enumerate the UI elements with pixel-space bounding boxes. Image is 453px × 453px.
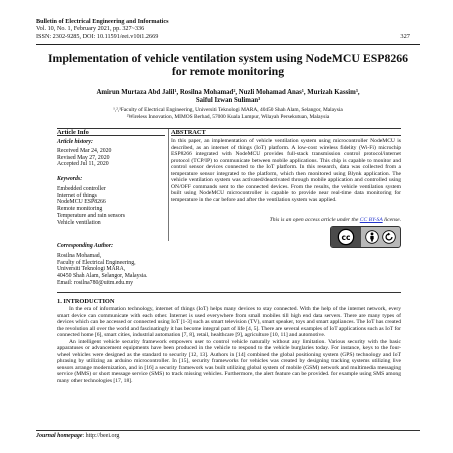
corresponding-author-heading: Corresponding Author: — [57, 243, 114, 249]
info-top-divider — [57, 128, 401, 129]
article-info-heading: Article Info — [57, 129, 89, 136]
corresponding-address: 40450 Shah Alam, Selangor, Malaysia. — [57, 273, 148, 280]
keyword-item: Remote monitoring — [57, 206, 103, 213]
affiliations — [40, 107, 416, 120]
cc-icon — [337, 228, 355, 246]
header-divider — [36, 44, 420, 45]
corresponding-univ: Universiti Teknologi MARA, — [57, 266, 126, 273]
journal-volume: Vol. 10, No. 1, February 2021, pp. 327~336 — [36, 25, 145, 33]
corresponding-name: Rosilna Mohamad, — [57, 253, 102, 259]
paper-title: Implementation of vehicle ventilation system using NodeMCU ESP8266 for remote monitoring — [47, 51, 409, 79]
corresponding-dept: Faculty of Electrical Engineering, — [57, 259, 136, 266]
corresponding-author-details — [57, 253, 257, 287]
footer-label: Journal homepage — [36, 433, 83, 439]
authors-line-1: Amirun Murtaza Abd Jalil¹, Rosilna Mohamad², Nuzli Mohamad Anas¹, Murizah Kassim³, — [96, 89, 360, 96]
footer — [36, 433, 119, 439]
info-bottom-divider — [57, 292, 401, 293]
license-suffix: license. — [382, 217, 401, 223]
keyword-item: Vehicle ventilation — [57, 219, 101, 226]
journal-header — [36, 18, 420, 40]
by-icon — [365, 230, 379, 244]
journal-name: Bulletin of Electrical Engineering and Informatics — [36, 18, 169, 25]
cc-by-sa-badge[interactable] — [330, 226, 401, 248]
keywords-heading: Keywords: — [57, 176, 83, 182]
received-date: Received Mar 24, 2020 — [57, 148, 112, 154]
abstract-text: In this paper, an implementation of vehicle ventilation system using microcontroller NodeMCU is described, as an internet of things (IoT) platform. A low-cost wireless fidelity (Wi-Fi) microchip ESP8266 integrated with NodeMCU provides full-stack transmission control protocol/internet protocol (TCP/IP) to communicate between mobile applications. This chip is capable to monitor and control sensor devices connected to the IoT platform. In this research, data was collected from a temperature sensor integrated to the platform, which then monitored using Blynk application. The vehicle ventilation system was activated/deactivated through mobile application and controlled using ON/OFF commands sent to the connected devices. From the results, the vehicle ventilation system built using NodeMCU microcontroller is capable to provide near real-time data monitoring for temperature in the car before and after the ventilation system was applied. — [171, 138, 401, 203]
license-statement — [171, 217, 401, 224]
journal-issn: ISSN: 2302-9285, DOI: 10.11591/eei.v10i1.2669 — [36, 32, 159, 40]
introduction-heading: 1. INTRODUCTION — [57, 298, 115, 305]
introduction-paragraph: An intelligent vehicle security framework empowers user to control vehicle naturally without any limitation. Various security with the basic apparatuses or advancement equipments have been produced in the vehicle to respond to the vehicle burglaries today. For instance, keys to the four-wheel vehicles were designed as the standard to security [12, 13]. Authors in [14] combined the global positioning system (GPS) technology and IoT phrasing by utilizing an arduino microcontroller. In [15], security frameworks for vehicles was created by designing tracking systems utilizing live sensors arrange modernization, and in [16] a security framework was built utilizing global system of mobile (GSM) network and multimedia messaging service (MMS) or short message service (SMS) to track missing vehicles. Furthermore, the alert feature can be provided. for example using SMS among many other technologies [17, 18]. — [57, 338, 401, 384]
keyword-item: Embedded controller — [57, 186, 106, 192]
authors-line-2: Saiful Izwan Suliman³ — [195, 97, 261, 104]
license-link[interactable]: CC BY-SA — [359, 217, 383, 223]
svg-text:cc: cc — [341, 233, 351, 243]
introduction-body — [57, 306, 401, 384]
article-history — [57, 148, 165, 168]
footer-divider — [36, 430, 420, 431]
abstract-heading: ABSTRACT — [171, 129, 206, 136]
column-divider — [168, 129, 169, 241]
article-info-divider — [57, 135, 165, 136]
introduction-paragraph: In the era of information technology, internet of things (IoT) helps many devices to stay connected. With the help of the internet network, every smart device can communicate with each other. Internet is used everywhere from small mobiles till high end data servers. There are many types of devices which can be accessed or connected using IoT [1-3] such as smart television (TV), smart speaker, toys and smart appliances. The IoT has created the revolution all over the world and fascinatingly it has become integral part of life [4, 5]. There are several examples of IoT applications such as IoT for connected home [6], smart cities, industrial automation [7, 8], retail, healthcare [9], agriculture [10, 11] and automotive. — [57, 306, 401, 338]
license-prefix: This is an open access article under the — [269, 217, 360, 223]
article-history-heading: Article history: — [57, 139, 93, 145]
keyword-list — [57, 186, 165, 226]
sa-icon — [382, 230, 396, 244]
keyword-item: Internet of things — [57, 192, 97, 199]
corresponding-email: Email: rosilna780@uitm.edu.my — [57, 279, 134, 286]
keyword-item: Temperature and rain sensors — [57, 212, 126, 219]
keyword-item: NodeMCU ESP8266 — [57, 199, 106, 206]
revised-date: Revised May 27, 2020 — [57, 154, 110, 161]
abstract-divider — [171, 135, 401, 136]
accepted-date: Accepted Jul 11, 2020 — [57, 161, 109, 168]
affiliation-line-1: ¹,²,³Faculty of Electrical Engineering, Universiti Teknologi MARA, 40450 Shah Alam, Selangor, Malaysia — [113, 107, 343, 113]
footer-url[interactable]: : http://beei.org — [82, 433, 120, 439]
page-number: 327 — [400, 32, 410, 40]
author-list — [50, 89, 406, 105]
affiliation-line-2: ²Wireless Innovation, MIMOS Berhad, 57000 Kuala Lumpur, Wilayah Persekutuan, Malaysia — [126, 113, 330, 120]
